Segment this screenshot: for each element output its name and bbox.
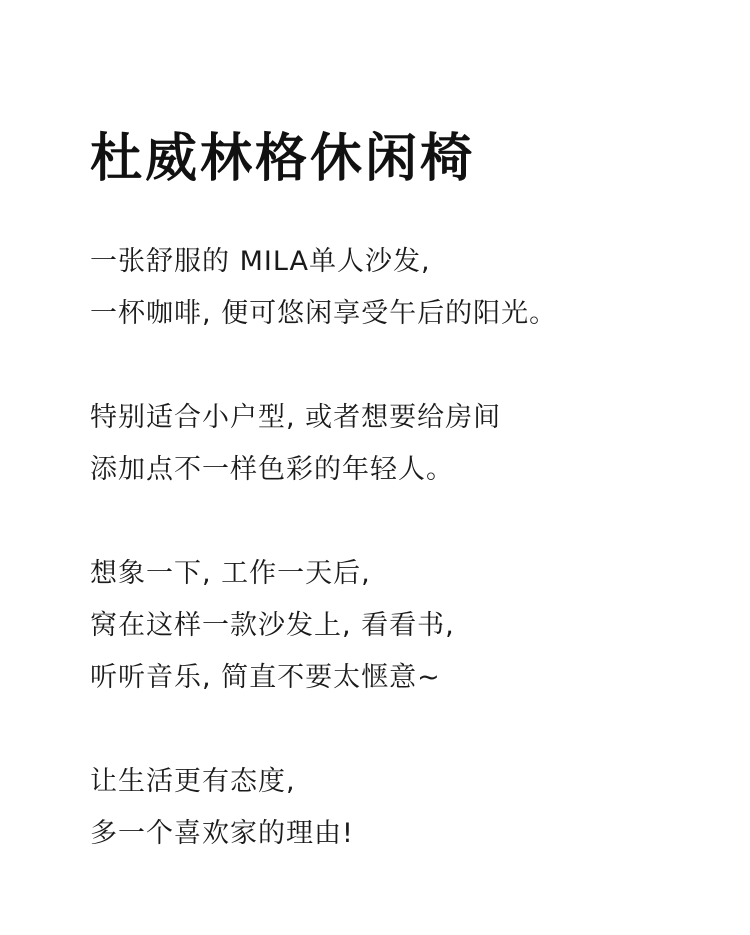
paragraph-3-line-2: 窝在这样一款沙发上, 看看书, — [90, 610, 455, 641]
paragraph-3-line-3: 听听音乐, 简直不要太惬意~ — [90, 662, 441, 693]
paragraph-4-line-2: 多一个喜欢家的理由! — [90, 818, 354, 849]
paragraph-1-line-2: 一杯咖啡, 便可悠闲享受午后的阳光。 — [90, 298, 558, 329]
paragraph-1-line-1: 一张舒服的 MILA单人沙发, — [90, 246, 431, 277]
product-title: 杜威林格休闲椅 — [90, 129, 476, 189]
paragraph-2-line-1: 特别适合小户型, 或者想要给房间 — [90, 402, 502, 433]
paragraph-4-line-1: 让生活更有态度, — [90, 766, 296, 797]
paragraph-2-line-2: 添加点不一样色彩的年轻人。 — [90, 454, 454, 485]
paragraph-3-line-1: 想象一下, 工作一天后, — [90, 558, 371, 589]
